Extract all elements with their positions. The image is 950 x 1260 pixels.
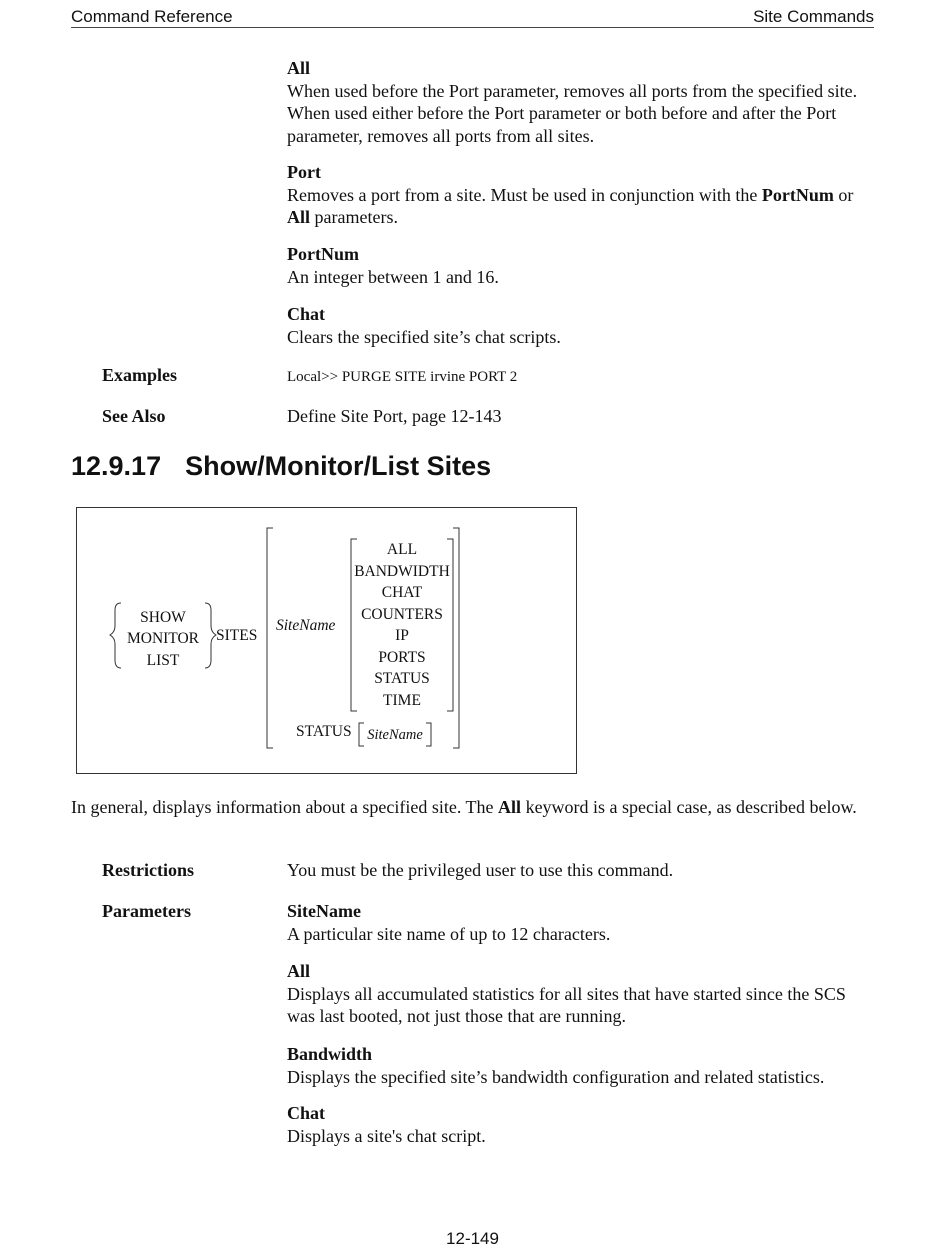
option-ip: IP	[395, 627, 409, 644]
examples-label: Examples	[102, 365, 178, 385]
param-term: SiteName	[287, 901, 361, 921]
param-term: Chat	[287, 1103, 326, 1123]
param-desc: When used before the Port parameter, removes all ports from the specified site. When used either before the Port parameter or both before and after the Port parameter, removes all ports from all sites.	[287, 80, 858, 146]
verb-monitor: MONITOR	[126, 630, 200, 647]
param-all-top	[287, 57, 877, 147]
keyword-status: STATUS	[296, 723, 352, 740]
see-also-link[interactable]: Define Site Port, page 12-143	[287, 406, 502, 426]
param-desc: Displays the specified site’s bandwidth configuration and related statistics.	[287, 1066, 825, 1087]
param-all-bottom	[287, 960, 877, 1028]
section-title: Show/Monitor/List Sites	[185, 451, 492, 481]
param-desc: Displays a site's chat script.	[287, 1125, 486, 1146]
param-term: Bandwidth	[287, 1044, 373, 1064]
param-chat-top	[287, 303, 877, 348]
param-term: Port	[287, 162, 321, 182]
param-desc: Clears the specified site’s chat scripts.	[287, 326, 561, 347]
option-counters: COUNTERS	[361, 606, 443, 623]
param-desc: An integer between 1 and 16.	[287, 266, 499, 287]
running-header-right: Site Commands	[753, 7, 874, 26]
option-bandwidth: BANDWIDTH	[354, 563, 450, 580]
running-header-left: Command Reference	[71, 7, 233, 26]
option-all: ALL	[386, 541, 418, 558]
syntax-diagram	[76, 507, 577, 774]
intro-paragraph: In general, displays information about a specified site. The All keyword is a special case, as described below.	[71, 797, 857, 817]
option-status: STATUS	[374, 670, 430, 687]
option-time: TIME	[383, 692, 421, 709]
param-desc: Removes a port from a site. Must be used in conjunction with the PortNum or All parameters.	[287, 184, 854, 227]
outer-bracket-left-icon	[267, 528, 273, 748]
param-portnum	[287, 243, 877, 288]
param-term: All	[287, 58, 311, 78]
param-term: PortNum	[287, 244, 359, 264]
param-term: All	[287, 961, 311, 981]
param-chat-bottom	[287, 1102, 877, 1147]
header-rule	[71, 27, 874, 28]
sitename-arg: SiteName	[276, 617, 336, 634]
page-number: 12-149	[446, 1229, 499, 1248]
param-desc: A particular site name of up to 12 characters.	[287, 923, 611, 944]
status-sitename-arg: SiteName	[367, 727, 423, 743]
param-port	[287, 161, 877, 229]
right-brace-icon	[205, 603, 216, 668]
option-ports: PORTS	[378, 649, 426, 666]
section-number: 12.9.17	[71, 451, 162, 481]
parameters-label: Parameters	[102, 901, 191, 921]
section-heading	[71, 451, 491, 482]
restrictions-text: You must be the privileged user to use this command.	[287, 860, 674, 880]
option-chat: CHAT	[381, 584, 423, 601]
keyword-sites: SITES	[216, 627, 258, 644]
param-bandwidth	[287, 1043, 887, 1088]
restrictions-label: Restrictions	[102, 860, 194, 880]
outer-bracket-right-icon	[453, 528, 459, 748]
left-brace-icon	[110, 603, 121, 668]
param-term: Chat	[287, 304, 326, 324]
example-command: Local>> PURGE SITE irvine PORT 2	[287, 369, 518, 385]
param-sitename	[287, 900, 877, 945]
verb-list: LIST	[146, 652, 180, 669]
verb-show: SHOW	[140, 609, 186, 626]
see-also-label: See Also	[102, 406, 166, 426]
param-desc: Displays all accumulated statistics for all sites that have started since the SCS was last booted, not just those that are running.	[287, 983, 846, 1026]
